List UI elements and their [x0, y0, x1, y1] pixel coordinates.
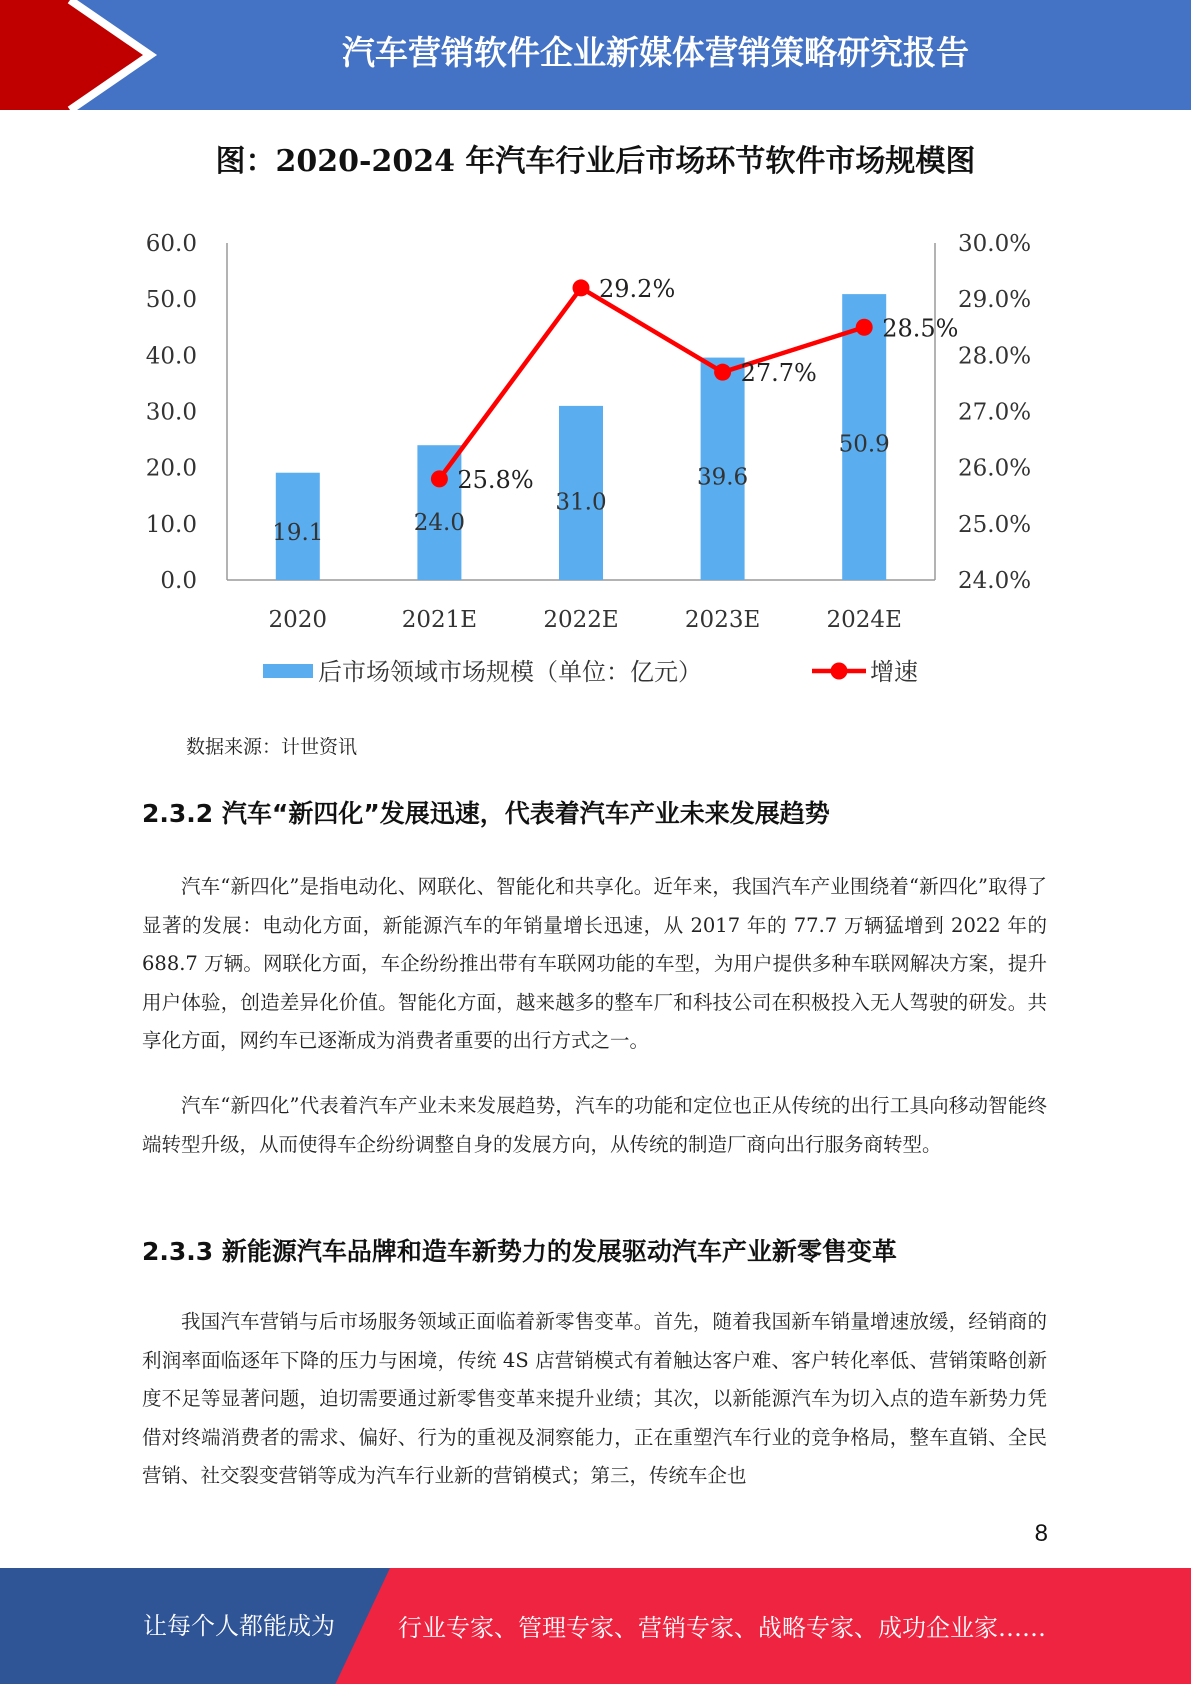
growth-value-label: 25.8% — [457, 465, 534, 494]
legend-bar-label: 后市场领域市场规模（单位：亿元） — [318, 658, 702, 686]
bar-value-label: 50.9 — [838, 431, 890, 458]
legend-line-label: 增速 — [870, 658, 918, 686]
x-axis-tick-label: 2020 — [268, 607, 328, 633]
left-axis-tick-label: 60.0 — [145, 231, 197, 257]
right-axis-tick-label: 29.0% — [958, 287, 1032, 314]
right-axis-tick-label: 24.0% — [958, 568, 1032, 594]
right-axis-tick-label: 25.0% — [958, 511, 1032, 538]
left-axis-tick-label: 30.0 — [145, 399, 197, 426]
growth-value-label: 29.2% — [599, 274, 676, 303]
legend-bar-swatch — [263, 664, 313, 678]
page-number: 8 — [1034, 1520, 1048, 1547]
chart-title: 图：2020-2024 年汽车行业后市场环节软件市场规模图 — [215, 144, 976, 179]
left-axis-tick-label: 40.0 — [145, 343, 197, 370]
right-axis-tick-label: 28.0% — [958, 343, 1032, 370]
section-2-3-2-paragraph-1: 汽车“新四化”是指电动化、网联化、智能化和共享化。近年来，我国汽车产业围绕着“新四化”取得了显著的发展：电动化方面，新能源汽车的年销量增长迅速，从 2017 年的 77.7 万辆猛增到 2022 年的 688.7 万辆。网联化方面，车企纷纷推出带有车联网功能的车型，为用户提供多种车联网解决方案，提升用户体验，创造差异化价值。智能化方面，越来越多的整车厂和科技公司在积极投入无人驾驶的研发。共享化方面，网约车已逐渐成为消费者重要的出行方式之一。 — [142, 875, 1047, 1052]
x-axis-tick-label: 2024E — [826, 607, 902, 633]
left-axis-tick-label: 0.0 — [160, 568, 197, 594]
x-axis-tick-label: 2021E — [401, 607, 478, 633]
growth-point — [573, 279, 590, 296]
growth-value-label: 27.7% — [740, 359, 817, 388]
footer-slogan-right: 行业专家、管理专家、营销专家、战略专家、成功企业家…… — [398, 1614, 1046, 1642]
section-2-3-3-paragraph-1: 我国汽车营销与后市场服务领域正面临着新零售变革。首先，随着我国新车销量增速放缓，经销商的利润率面临逐年下降的压力与困境，传统 4S 店营销模式有着触达客户难、客户转化率低、营销策略创新度不足等显著问题，迫切需要通过新零售变革来提升业绩；其次，以新能源汽车为切入点的造车新势力凭借对终端消费者的需求、偏好、行为的重视及洞察能力，正在重塑汽车行业的竞争格局，整车直销、全民营销、社交裂变营销等成为汽车行业新的营销模式；第三，传统车企也 — [142, 1310, 1047, 1487]
bar-value-label: 31.0 — [555, 489, 607, 516]
right-axis-tick-label: 27.0% — [958, 399, 1032, 426]
section-heading-2-3-2: 2.3.2 汽车“新四化”发展迅速，代表着汽车产业未来发展趋势 — [142, 799, 830, 828]
growth-point — [431, 470, 448, 487]
right-axis-tick-label: 30.0% — [958, 231, 1032, 257]
right-axis-tick-label: 26.0% — [958, 455, 1032, 482]
header-arrow-red — [0, 0, 150, 110]
section-2-3-2-paragraph-2: 汽车“新四化”代表着汽车产业未来发展趋势，汽车的功能和定位也正从传统的出行工具向移动智能终端转型升级，从而使得车企纷纷调整自身的发展方向，从传统的制造厂商向出行服务商转型。 — [142, 1094, 1047, 1156]
header-arrow-decoration — [0, 0, 160, 110]
market-size-chart — [0, 215, 1191, 695]
left-axis-tick-label: 10.0 — [145, 511, 197, 538]
data-source: 数据来源：计世资讯 — [186, 736, 358, 758]
page-header — [0, 0, 1191, 110]
bar-value-label: 24.0 — [413, 509, 466, 536]
growth-value-label: 28.5% — [882, 314, 959, 343]
left-axis-tick-label: 20.0 — [145, 455, 197, 482]
growth-point — [714, 364, 731, 381]
section-heading-2-3-3: 2.3.3 新能源汽车品牌和造车新势力的发展驱动汽车产业新零售变革 — [142, 1237, 897, 1266]
header-title: 汽车营销软件企业新媒体营销策略研究报告 — [342, 33, 969, 72]
left-axis-tick-label: 50.0 — [145, 287, 197, 314]
growth-point — [856, 319, 873, 336]
page-footer — [0, 1568, 1191, 1684]
footer-slogan-left: 让每个人都能成为 — [143, 1612, 335, 1640]
legend-line-marker — [831, 663, 848, 680]
bar-value-label: 19.1 — [272, 520, 324, 546]
x-axis-tick-label: 2022E — [543, 607, 619, 633]
x-axis-tick-label: 2023E — [684, 607, 761, 633]
bar-value-label: 39.6 — [696, 464, 749, 491]
